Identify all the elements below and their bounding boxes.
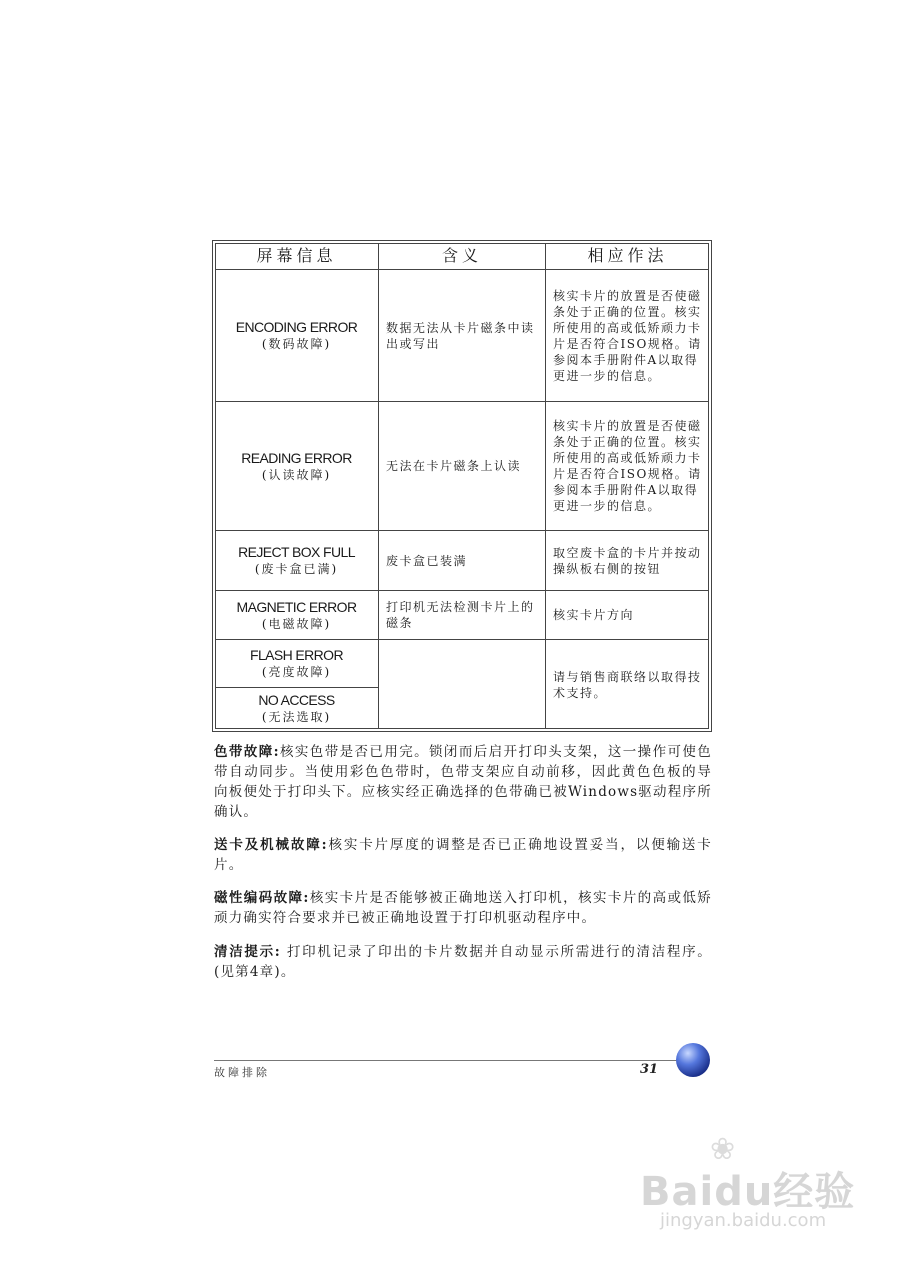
watermark [640, 1132, 856, 1231]
paragraph-feed-fault [214, 835, 712, 875]
paragraph-encoding-fault [214, 888, 712, 928]
page-number: 31 [640, 1062, 659, 1077]
action-cell: 核实卡片的放置是否使磁条处于正确的位置。核实所使用的高或低矫顽力卡片是否符合ISO规格。请参阅本手册附件A以取得更进一步的信息。 [553, 419, 702, 513]
table-row-encoding-error [215, 270, 378, 401]
paragraph-text: 核实色带是否已用完。锁闭而后启开打印头支架，这一操作可使色带自动同步。当使用彩色色带时，色带支架应自动前移，因此黄色色板的导向板便处于打印头下。应核实经正确选择的色带确已被Windows驱动程序所确认。 [214, 744, 712, 820]
paragraph-label: 磁性编码故障: [214, 890, 310, 906]
table-row-reject-box-full [215, 531, 378, 590]
shared-action-cell: 请与销售商联络以取得技术支持。 [553, 669, 702, 700]
paragraph-label: 色带故障: [214, 744, 280, 760]
action-cell: 核实卡片方向 [553, 608, 635, 622]
meaning-cell: 无法在卡片磁条上认读 [386, 459, 522, 473]
footer-rule [214, 1060, 684, 1061]
paragraph-cleaning-tip [214, 942, 712, 982]
watermark-logo: Baidu经验 [640, 1169, 856, 1215]
paragraph-label: 送卡及机械故障: [214, 837, 328, 853]
error-name: (认读故障) [261, 467, 332, 482]
header-screen-info: 屏幕信息 [256, 246, 337, 265]
meaning-cell: 打印机无法检测卡片上的磁条 [386, 600, 535, 630]
paw-icon: ❀ [710, 1132, 736, 1167]
paragraph-label: 清洁提示: [214, 944, 281, 960]
meaning-cell: 废卡盒已装满 [386, 553, 468, 568]
error-code: REJECT BOX FULL [238, 544, 355, 560]
error-code: ENCODING ERROR [235, 319, 358, 335]
error-code: FLASH ERROR [250, 647, 343, 663]
error-code: MAGNETIC ERROR [236, 598, 357, 615]
action-cell: 取空废卡盒的卡片并按动操纵板右侧的按钮 [553, 545, 702, 576]
error-code: READING ERROR [241, 449, 352, 466]
error-name: (废卡盒已满) [254, 562, 339, 576]
error-name: (数码故障) [261, 337, 332, 351]
footer-section: 故障排除 [214, 1066, 270, 1079]
error-name: (电磁故障) [261, 616, 332, 631]
header-action: 相应作法 [587, 246, 668, 265]
paragraph-ribbon-fault [214, 742, 712, 822]
paragraph-text: 核实卡片是否能够被正确地送入打印机，核实卡片的高或低矫顽力确实符合要求并已被正确地设置于打印机驱动程序中。 [214, 890, 712, 926]
table-row-reading-error [215, 402, 378, 530]
troubleshooting-table [212, 240, 712, 732]
table-row-magnetic-error [215, 591, 378, 639]
header-meaning: 含义 [441, 246, 482, 265]
error-code: NO ACCESS [258, 692, 335, 708]
error-name: (亮度故障) [261, 665, 332, 679]
action-cell: 核实卡片的放置是否使磁条处于正确的位置。核实所使用的高或低矫顽力卡片是否符合ISO规格。请参阅本手册附件A以取得更进一步的信息。 [553, 288, 702, 383]
table-row-flash-error [215, 640, 378, 687]
blue-sphere-icon [676, 1043, 710, 1077]
paragraph-text: 打印机记录了印出的卡片数据并自动显示所需进行的清洁程序。(见第4章)。 [214, 944, 713, 980]
error-name: (无法选取) [261, 710, 332, 724]
watermark-url: jingyan.baidu.com [660, 1210, 827, 1231]
paragraph-text: 核实卡片厚度的调整是否已正确地设置妥当，以便输送卡片。 [214, 837, 713, 873]
meaning-cell: 数据无法从卡片磁条中读出或写出 [386, 320, 535, 351]
table-row-no-access [215, 688, 378, 729]
